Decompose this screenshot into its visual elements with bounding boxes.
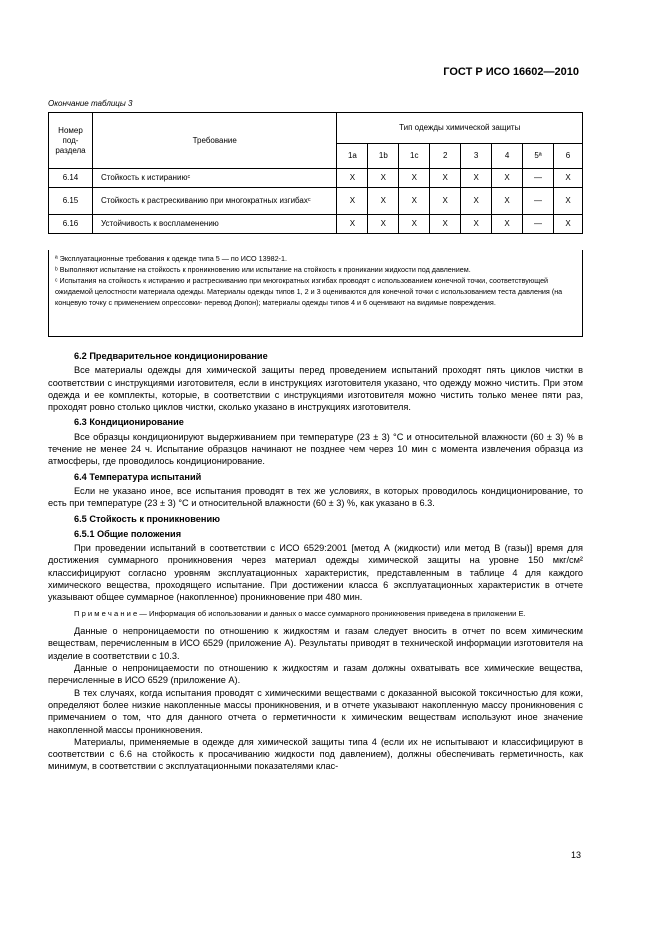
- type-col-header: 1a: [337, 144, 368, 169]
- table-footnotes: [48, 250, 583, 337]
- body-paragraph: Данные о непроницаемости по отношению к жидкостям и газам должны охватывать все химические вещества, перечисленные в ИСО 6529 (приложение А).: [48, 663, 583, 686]
- row-cell: X: [554, 215, 583, 234]
- row-cell: X: [430, 169, 461, 188]
- footnote-a: ª Эксплуатационные требования к одежде типа 5 — по ИСО 13982-1.: [55, 254, 287, 263]
- row-cell: X: [399, 169, 430, 188]
- document-body: [48, 347, 583, 773]
- row-number: 6.16: [49, 215, 93, 234]
- row-cell: X: [492, 188, 523, 215]
- row-number: 6.15: [49, 188, 93, 215]
- footnote-b: ᵇ Выполняют испытание на стойкость к проникновению или испытание на стойкость к проникании жидкости под давлением.: [55, 265, 471, 274]
- section-heading: 6.3 Кондиционирование: [74, 417, 184, 428]
- type-col-header: 1b: [368, 144, 399, 169]
- row-cell: X: [554, 169, 583, 188]
- row-number: 6.14: [49, 169, 93, 188]
- row-cell: X: [430, 188, 461, 215]
- note-paragraph: П р и м е ч а н и е — Информация об использовании и данных о массе суммарного проникновения приведена в приложении Е.: [74, 608, 526, 618]
- row-cell: X: [399, 188, 430, 215]
- row-cell: —: [523, 169, 554, 188]
- type-col-header: 1c: [399, 144, 430, 169]
- section-heading: 6.4 Температура испытаний: [74, 471, 202, 482]
- table-row: [49, 169, 583, 188]
- table-header-row: [49, 113, 583, 144]
- row-cell: X: [368, 215, 399, 234]
- body-paragraph: Все материалы одежды для химической защиты перед проведением испытаний проходят пять циклов чистки в соответствии с инструкциями изготовителя, если в инструкциях изготовителя указано, что одежду можно чистить. При этом одежда и ее комплекты, которые, в соответствии с инструкциями изготовителя можно чистить только менее пяти раз, проходят ровно столько циклов чистки, сколько указано в инструкциях изготовителя.: [48, 365, 583, 413]
- document-header: ГОСТ Р ИСО 16602—2010: [443, 66, 579, 78]
- body-paragraph: Если не указано иное, все испытания проводят в тех же условиях, в которых проводилось кондиционирование, то есть при температуре (23 ± 3) °С и относительной влажности (60 ± 3) %, как указано в 6.3.: [48, 485, 583, 509]
- type-col-header: 3: [461, 144, 492, 169]
- header-clothing-type: Тип одежды химической защиты: [337, 113, 583, 144]
- row-requirement: Стойкость к истираниюᶜ: [92, 169, 336, 188]
- requirements-table: [48, 112, 583, 234]
- row-cell: X: [337, 188, 368, 215]
- page-number: 13: [570, 850, 581, 860]
- row-cell: X: [492, 169, 523, 188]
- body-paragraph: Данные о непроницаемости по отношению к жидкостям и газам следует вносить в отчет по всем химическим веществам, перечисленным в ИСО 6529 (приложение А). Результаты приводят в технической информации изготовителя на изделие в соответствии с 10.3.: [48, 626, 583, 661]
- footnote-c: ᶜ Испытания на стойкость к истиранию и растрескиванию при многократных изгибах проводят с использованием конечной точки, соответствующей ожидаемой целостности материала одежды. Материалы одежды типов 1, 2 и 3 оцениваются для конечной точки с использованием теста давления (на концевую точку с применением опрессовки- перевод Дюпон); материалы одежды типов 4 и 6 оценивают на видимые повреждения.: [55, 276, 563, 307]
- row-cell: X: [461, 169, 492, 188]
- row-cell: X: [368, 188, 399, 215]
- body-paragraph: В тех случаях, когда испытания проводят с химическими веществами с доказанной высокой токсичностью для кожи, определяют более низкие накопленные массы проникновения, и в отчете указывают накопленную массу проникновения с примечанием о том, что для данного отчета о герметичности к химическим веществам используют иное значение накопленной массы проникновения.: [48, 687, 583, 735]
- row-cell: X: [461, 188, 492, 215]
- row-cell: X: [492, 215, 523, 234]
- header-requirement: Требование: [92, 113, 336, 169]
- header-subsection: Номер под-раздела: [49, 113, 93, 169]
- section-heading: 6.5.1 Общие положения: [74, 528, 182, 539]
- type-col-header: 6: [554, 144, 583, 169]
- row-cell: —: [523, 215, 554, 234]
- row-cell: X: [554, 188, 583, 215]
- table-caption: Окончание таблицы 3: [48, 99, 133, 108]
- row-cell: X: [399, 215, 430, 234]
- table-row: [49, 188, 583, 215]
- body-paragraph: Материалы, применяемые в одежде для химической защиты типа 4 (если их не испытывают и классифицируют в соответствии с 6.6 на стойкость к просачиванию жидкости под давлением), должны обеспечивать герметичность, как минимум, в соответствии с эксплуатационными показателями клас-: [48, 736, 583, 772]
- body-paragraph: Все образцы кондиционируют выдерживанием при температуре (23 ± 3) °С и относительной влажности (60 ± 3) % в течение не менее 24 ч. Испытание образцов начинают не позднее чем через 10 мин с момента извлечения образца из атмосферы, где проводилось кондиционирование.: [48, 431, 583, 467]
- row-cell: X: [461, 215, 492, 234]
- type-col-header: 4: [492, 144, 523, 169]
- row-cell: X: [430, 215, 461, 234]
- row-cell: X: [337, 169, 368, 188]
- section-heading: 6.5 Стойкость к проникновению: [74, 513, 220, 524]
- type-col-header: 5ª: [523, 144, 554, 169]
- body-paragraph: При проведении испытаний в соответствии с ИСО 6529:2001 [метод А (жидкости) или метод В (газы)] время для достижения суммарного проникновения через материал одежды химической защиты на уровне 150 мкг/см² классифицируют согласно уровням эксплуатационных характеристик, представленным в таблице 4 для каждого химического вещества, проходящего испытание. При достижении класса 6 эксплуатационных характеристик в отчете указывают общее суммарное (накопленное) проникновение при 480 мин.: [48, 543, 583, 603]
- type-col-header: 2: [430, 144, 461, 169]
- row-cell: X: [337, 215, 368, 234]
- row-cell: —: [523, 188, 554, 215]
- section-heading: 6.2 Предварительное кондиционирование: [74, 351, 268, 361]
- row-cell: X: [368, 169, 399, 188]
- row-requirement: Устойчивость к воспламенению: [92, 215, 336, 234]
- row-requirement: Стойкость к растрескиванию при многократных изгибахᶜ: [92, 188, 336, 215]
- table-row: [49, 215, 583, 234]
